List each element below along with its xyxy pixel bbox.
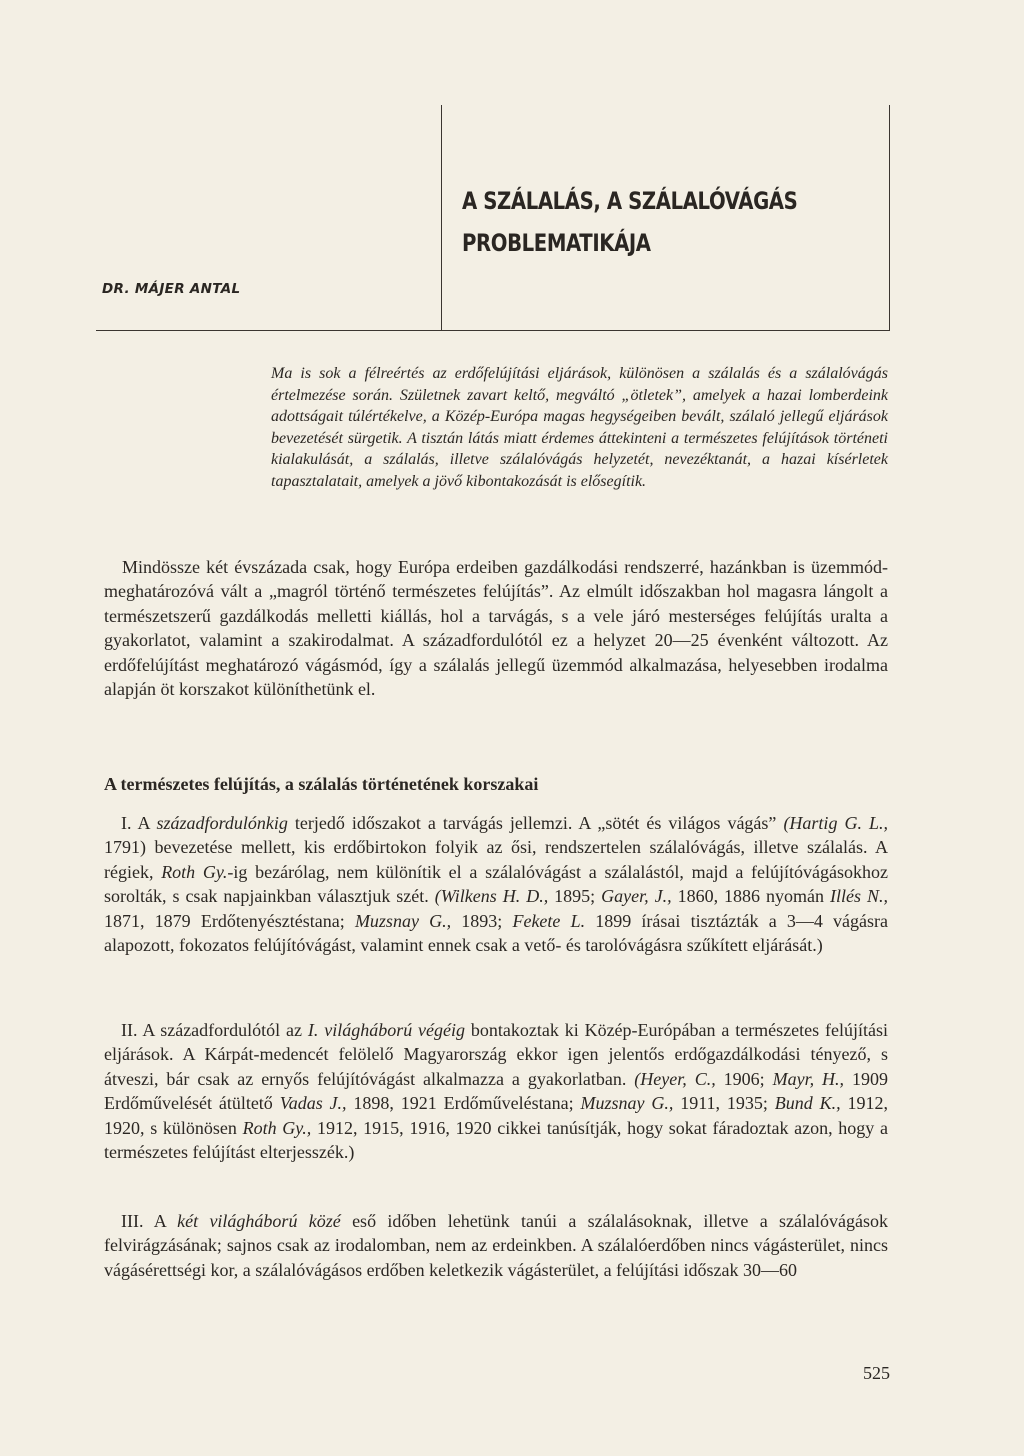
section-heading: A természetes felújítás, a szálalás történetének korszakai bbox=[104, 774, 539, 794]
article-title bbox=[462, 180, 806, 264]
page-number: 525 bbox=[863, 1363, 890, 1383]
header-horizontal-rule bbox=[96, 330, 890, 331]
paragraph-period-2: II. A századfordulótól az I. világháború végéig bontakoztak ki Közép-Európában a természetes felújítási eljárások. A Kárpát-medencét felölelő Magyarország ekkor igen jelentős erdőgazdálkodási tényező, s átveszi, bár csak az ernyős felújítóvágást alkalmazza a gyakorlatban. (Heyer, C., 1906; Mayr, H., 1909 Erdőművelését átültető Vadas J., 1898, 1921 Erdőműveléstana; Muzsnay G., 1911, 1935; Bund K., 1912, 1920, s különösen Roth Gy., 1912, 1915, 1916, 1920 cikkei tanúsítják, hogy sokat fáradoztak azon, hogy a természetes felújítást elterjesszék.) bbox=[104, 1020, 889, 1163]
author-name: DR. MÁJER ANTAL bbox=[102, 281, 241, 297]
header-vertical-rule-left bbox=[441, 105, 442, 330]
header-vertical-rule-right bbox=[889, 105, 890, 330]
intro-paragraph: Mindössze két évszázada csak, hogy Európa erdeiben gazdálkodási rendszerré, hazánkban is üzemmód-meghatározóvá vált a „magról történő természetes felújítás”. Az elmúlt időszakban hol magasra lángolt a természetszerű gazdálkodás melletti kiállás, hol a tarvágás, s a vele járó mesterséges felújítás uralta a gyakorlatot, valamint a szakirodalmat. A századfordulótól ez a helyzet 20—25 évenként változott. Az erdőfelújítást meghatározó vágásmód, így a szálalás jellegű üzemmód alkalmazása, helyesebben irodalma alapján öt korszakot különíthetünk el. bbox=[104, 557, 888, 700]
paragraph-period-1: I. A századfordulónkig terjedő időszakot a tarvágás jellemzi. A „sötét és világos vágás” (Hartig G. L., 1791) bevezetése mellett, kis erdőbirtokon folyik az ősi, rendszertelen szálalóvágás, illetve szálalás. A régiek, Roth Gy.-ig bezárólag, nem különítik el a szálalóvágást a szálalástól, majd a felújítóvágásokhoz sorolták, s csak napjainkban választjuk szét. (Wilkens H. D., 1895; Gayer, J., 1860, 1886 nyomán Illés N., 1871, 1879 Erdőtenyésztéstana; Muzsnay G., 1893; Fekete L. 1899 írásai tisztázták a 3—4 vágásra alapozott, fokozatos felújítóvágást, valamint ennek csak a vető- és tarolóvágásra szűkített eljárását.) bbox=[104, 813, 888, 956]
abstract: Ma is sok a félreértés az erdőfelújítási eljárások, különösen a szálalás és a szálalóvágás értelmezése során. Születnek zavart keltő, megváltó „ötletek”, amelyek a hazai lomberdeink adottságait túlértékelve, a Közép-Európa magas hegységeiben bevált, szálaló jellegű eljárások bevezetését sürgetik. A tisztán látás miatt érdemes áttekinteni a természetes felújítások történeti kialakulását, a szálalás, illetve szálalóvágás helyzetét, nevezéktanát, a hazai kísérletek tapasztalatait, amelyek a jövő kibontakozását is elősegítik. bbox=[271, 365, 888, 490]
title-line-1: A SZÁLALÁS, A SZÁLALÓVÁGÁS bbox=[462, 187, 798, 215]
title-line-2: PROBLEMATIKÁJA bbox=[462, 229, 651, 257]
paragraph-period-3: III. A két világháború közé eső időben lehetünk tanúi a szálalásoknak, illetve a szálalóvágások felvirágzásának; sajnos csak az irodalomban, nem az erdeinkben. A szálalóerdőben nincs vágásterület, nincs vágásérettségi kor, a szálalóvágásos erdőben keletkezik vágásterület, a felújítási időszak 30—60 bbox=[104, 1211, 888, 1280]
